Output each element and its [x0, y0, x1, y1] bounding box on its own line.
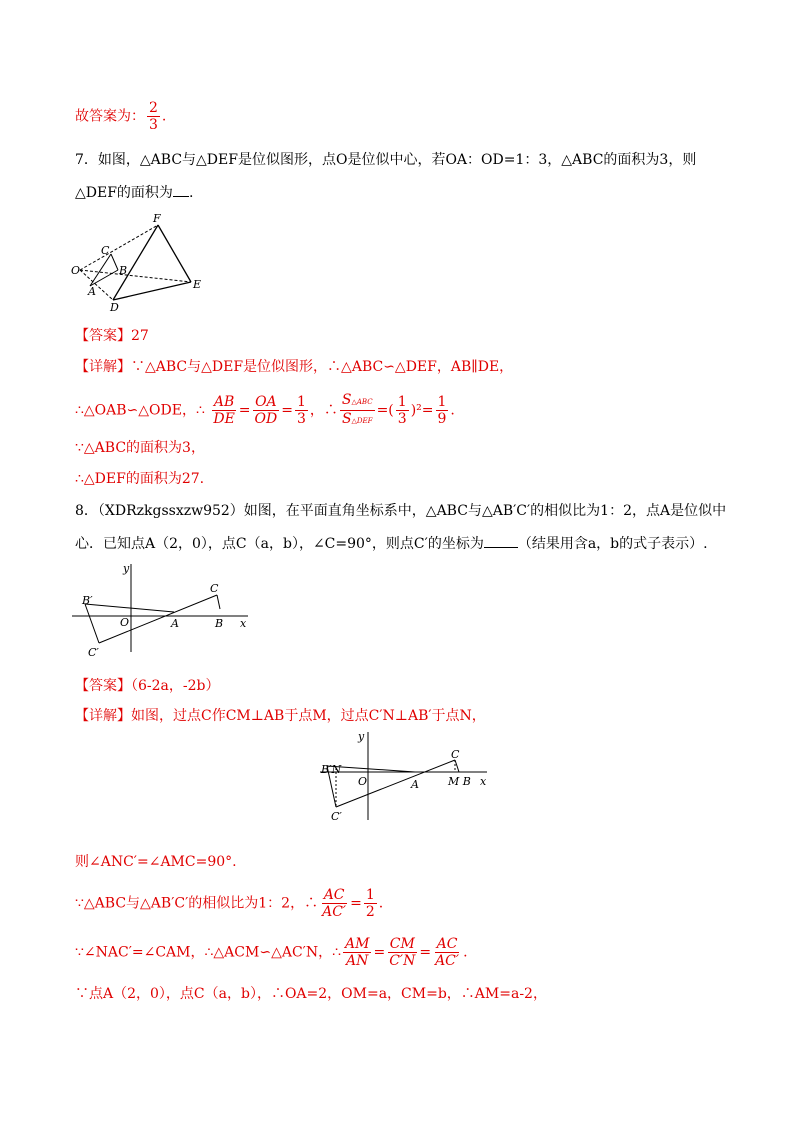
q7-label-E: E	[193, 278, 202, 291]
q8-construction-figure	[315, 730, 505, 830]
q8-detail-line1: 【详解】如图，过点C作CM⊥AB于点M，过点C′N⊥AB′于点N，	[75, 708, 486, 724]
q8-label-B: B	[215, 617, 224, 630]
previous-answer-prefix: 故答案为：	[75, 108, 145, 125]
q8-label-O: O	[120, 616, 130, 629]
q8-question-line1: 8．（XDRzkgssxzw952）如图，在平面直角坐标系中，△ABC与△AB′C′的相似比为1：2，点A是位似中	[75, 503, 727, 519]
q7-answer: 【答案】27	[75, 328, 149, 344]
q8-answer: 【答案】（6-2a，-2b）	[75, 678, 220, 694]
q7-detail-line2: ∴△OAB∽△ODE，∴ $\frac{AB}{DE}$ = $\frac{OA}{OD}$ = $\frac{1}{3}$ ，∴ $\frac{\text{S△ABC}}{\text{S△DEF}}$ =( $\frac{1}{3}$ )²= $\frac{1}{9}$ .	[75, 392, 455, 427]
q8-label-C: C	[210, 582, 219, 595]
q8-label-y: y	[123, 562, 130, 575]
previous-answer-line: 故答案为： $\frac{2}{3}$ .	[75, 100, 167, 133]
q7-label-A: A	[88, 285, 96, 298]
q7-label-C: C	[101, 244, 110, 257]
q8-label-x: x	[240, 617, 247, 630]
q8-fig2-label-C: C	[451, 748, 460, 761]
q7-detail-line1: 【详解】∵△ABC与△DEF是位似图形，∴△ABC∽△DEF，AB∥DE，	[75, 359, 514, 375]
q7-answer-blank	[173, 182, 189, 197]
q7-detail-line3: ∵△ABC的面积为3，	[75, 440, 205, 456]
q7-homothety-figure	[68, 212, 218, 312]
q8-label-A: A	[171, 617, 179, 630]
q8-label-Bprime: B′	[82, 594, 93, 607]
q8-fig2-label-y: y	[358, 730, 365, 743]
q8-detail-line5: ∵点A（2，0），点C（a，b），∴OA=2，OM=a，CM=b，∴AM=a-2，	[75, 986, 547, 1002]
q8-fig2-label-MB: M B	[448, 775, 471, 788]
q8-fig2-label-x: x	[480, 775, 487, 788]
q8-fig2-label-Cprime: C′	[331, 810, 342, 823]
q8-question-line2: 心．已知点A（2，0），点C（a，b），∠C=90°，则点C′的坐标为 （结果用含a，b的式子表示）.	[75, 533, 708, 554]
q7-label-B: B	[119, 264, 128, 277]
q8-fig2-label-O: O	[358, 775, 368, 788]
q8-label-Cprime: C′	[88, 646, 99, 659]
previous-answer-fraction: $\frac{2}{3}$	[149, 100, 158, 133]
q7-detail-line4: ∴△DEF的面积为27.	[75, 471, 205, 487]
q7-question-line2: △DEF的面积为 .	[75, 182, 193, 203]
q7-label-D: D	[110, 301, 119, 312]
q8-coordinate-figure	[70, 562, 260, 662]
q8-fig2-label-A: A	[411, 778, 419, 791]
q7-question-line1: 7．如图，△ABC与△DEF是位似图形，点O是位似中心，若OA：OD=1：3，△ABC的面积为3，则	[75, 152, 697, 168]
q7-label-O: O	[71, 264, 81, 277]
q8-fig2-label-BprimeN: B′N	[321, 763, 342, 776]
q8-detail-line3: ∵△ABC与△AB′C′的相似比为1：2，∴ $\frac{AC}{AC'}$ = $\frac{1}{2}$ .	[75, 887, 384, 920]
q8-detail-line2: 则∠ANC′=∠AMC=90°.	[75, 854, 237, 870]
q8-answer-blank	[484, 533, 518, 548]
q7-label-F: F	[153, 212, 161, 225]
q8-detail-line4: ∵∠NAC′=∠CAM，∴△ACM∽△AC′N，∴ $\frac{AM}{AN}$ = $\frac{CM}{C'N}$ = $\frac{AC}{AC'}$ .	[75, 936, 468, 969]
